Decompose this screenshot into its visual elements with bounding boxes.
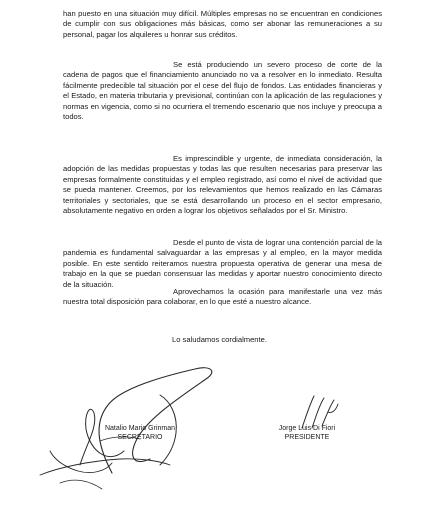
paragraph-3: Es imprescindible y urgente, de inmediata consideración, la adopción de las medidas propuestas y todas las que resulten necesarias para preservar las empresas formalmente constituidas y el empleo registrado, así como el nivel de actividad que se pueda mantener. Creemos, por los relevamientos que hemos realizado en las Cámaras territoriales y sectoriales, que se está desarrollando un proceso en el sector empresario, absolutamente negativo en orden a lograr los objetivos señalados por el Sr. Ministro. [63,154,382,216]
signatory-name: Jorge Luis Di Fiori [278,425,336,432]
signatory-role: SECRETARIO [117,434,163,441]
signature-block-secretary [90,424,190,442]
paragraph-5: Aprovechamos la ocasión para manifestarle una vez más nuestra total disposición para colaborar, en lo que esté a nuestro alcance. [63,287,382,307]
signature-block-president [262,424,352,442]
paragraph-1: han puesto en una situación muy difícil. Múltiples empresas no se encuentran en condiciones de cumplir con sus obligaciones más básicas, como ser abonar las remuneraciones a su personal, pagar los alquileres u honrar sus créditos. [63,9,382,39]
paragraph-2: Se está produciendo un severo proceso de corte de la cadena de pagos que el financiamiento anunciado no va a resolver en lo inmediato. Resulta fácilmente predecible tal situación por el cese del flujo de fondos. Las entidades financieras y el Estado, en materia tributaria y previsional, continúan con la aplicación de las regulaciones y normas en vigencia, como si no ocurriera el tremendo escenario que nos incluye y preocupa a todos. [63,60,382,122]
paragraph-4: Desde el punto de vista de lograr una contención parcial de la pandemia es fundamental salvaguardar a las empresas y al empleo, en la mayor medida posible. En este sentido reiteramos nuestra propuesta operativa de generar una mesa de trabajo en la que se puedan consensuar las medidas y aportar nuestro conocimiento directo de la situación. [63,238,382,289]
signatory-name: Natalio Mario Grinman [104,425,176,432]
signatory-role: PRESIDENTE [284,434,330,441]
closing-salutation: Lo saludamos cordialmente. [172,335,267,344]
